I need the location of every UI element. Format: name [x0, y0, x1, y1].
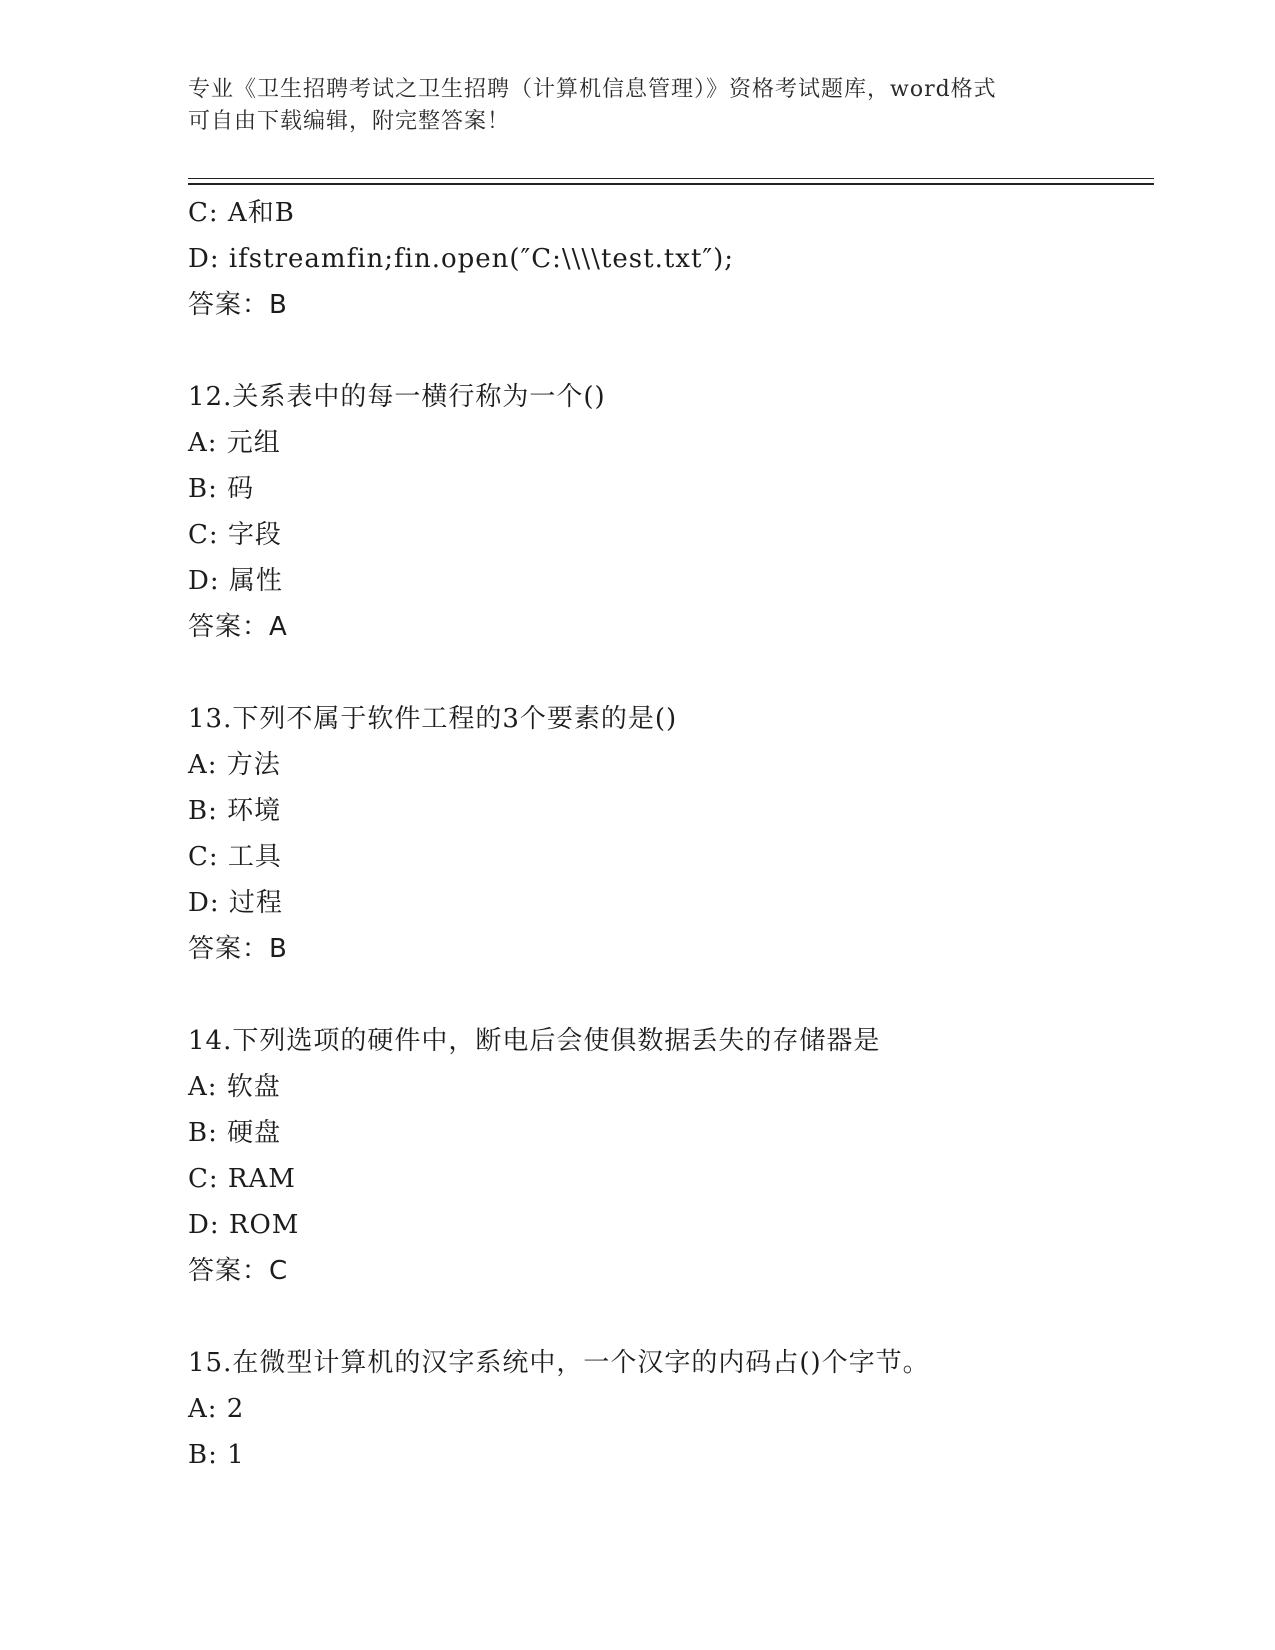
- option-b: B: 码: [188, 474, 255, 504]
- answer: 答案：A: [188, 612, 288, 642]
- question-stem: 15.在微型计算机的汉字系统中，一个汉字的内码占()个字节。: [188, 1348, 930, 1378]
- option-d: D: ROM: [188, 1210, 300, 1240]
- option-a: A: 2: [188, 1394, 245, 1424]
- option-a: A: 元组: [188, 428, 281, 458]
- option-c: C: A和B: [188, 198, 295, 228]
- option-c: C: 工具: [188, 842, 282, 872]
- option-b: B: 环境: [188, 796, 282, 826]
- option-b: B: 1: [188, 1440, 245, 1470]
- question-stem: 12.关系表中的每一横行称为一个(): [188, 382, 606, 412]
- answer: 答案：B: [188, 934, 288, 964]
- option-d: D: 过程: [188, 888, 283, 918]
- option-a: A: 方法: [188, 750, 281, 780]
- option-b: B: 硬盘: [188, 1118, 282, 1148]
- question-11-tail: [188, 190, 1154, 328]
- option-d: D: ifstreamfin;fin.open(″C:\\\\test.txt″);: [188, 244, 735, 274]
- question-list: [188, 190, 1154, 1478]
- option-a: A: 软盘: [188, 1072, 281, 1102]
- question-13: [188, 696, 1154, 972]
- header-line-2: 可自由下载编辑，附完整答案！: [188, 109, 511, 134]
- option-c: C: 字段: [188, 520, 282, 550]
- question-stem: 14.下列选项的硬件中，断电后会使俱数据丢失的存储器是: [188, 1026, 881, 1056]
- question-stem: 13.下列不属于软件工程的3个要素的是(): [188, 704, 678, 734]
- option-c: C: RAM: [188, 1164, 296, 1194]
- header-line-1: 专业《卫生招聘考试之卫生招聘（计算机信息管理）》资格考试题库，word格式: [188, 77, 997, 102]
- question-15: [188, 1340, 1154, 1478]
- option-d: D: 属性: [188, 566, 283, 596]
- answer: 答案：C: [188, 1256, 289, 1286]
- question-14: [188, 1018, 1154, 1294]
- answer: 答案：B: [188, 290, 288, 320]
- question-12: [188, 374, 1154, 650]
- document-header: [188, 74, 1108, 138]
- header-divider: [188, 178, 1154, 185]
